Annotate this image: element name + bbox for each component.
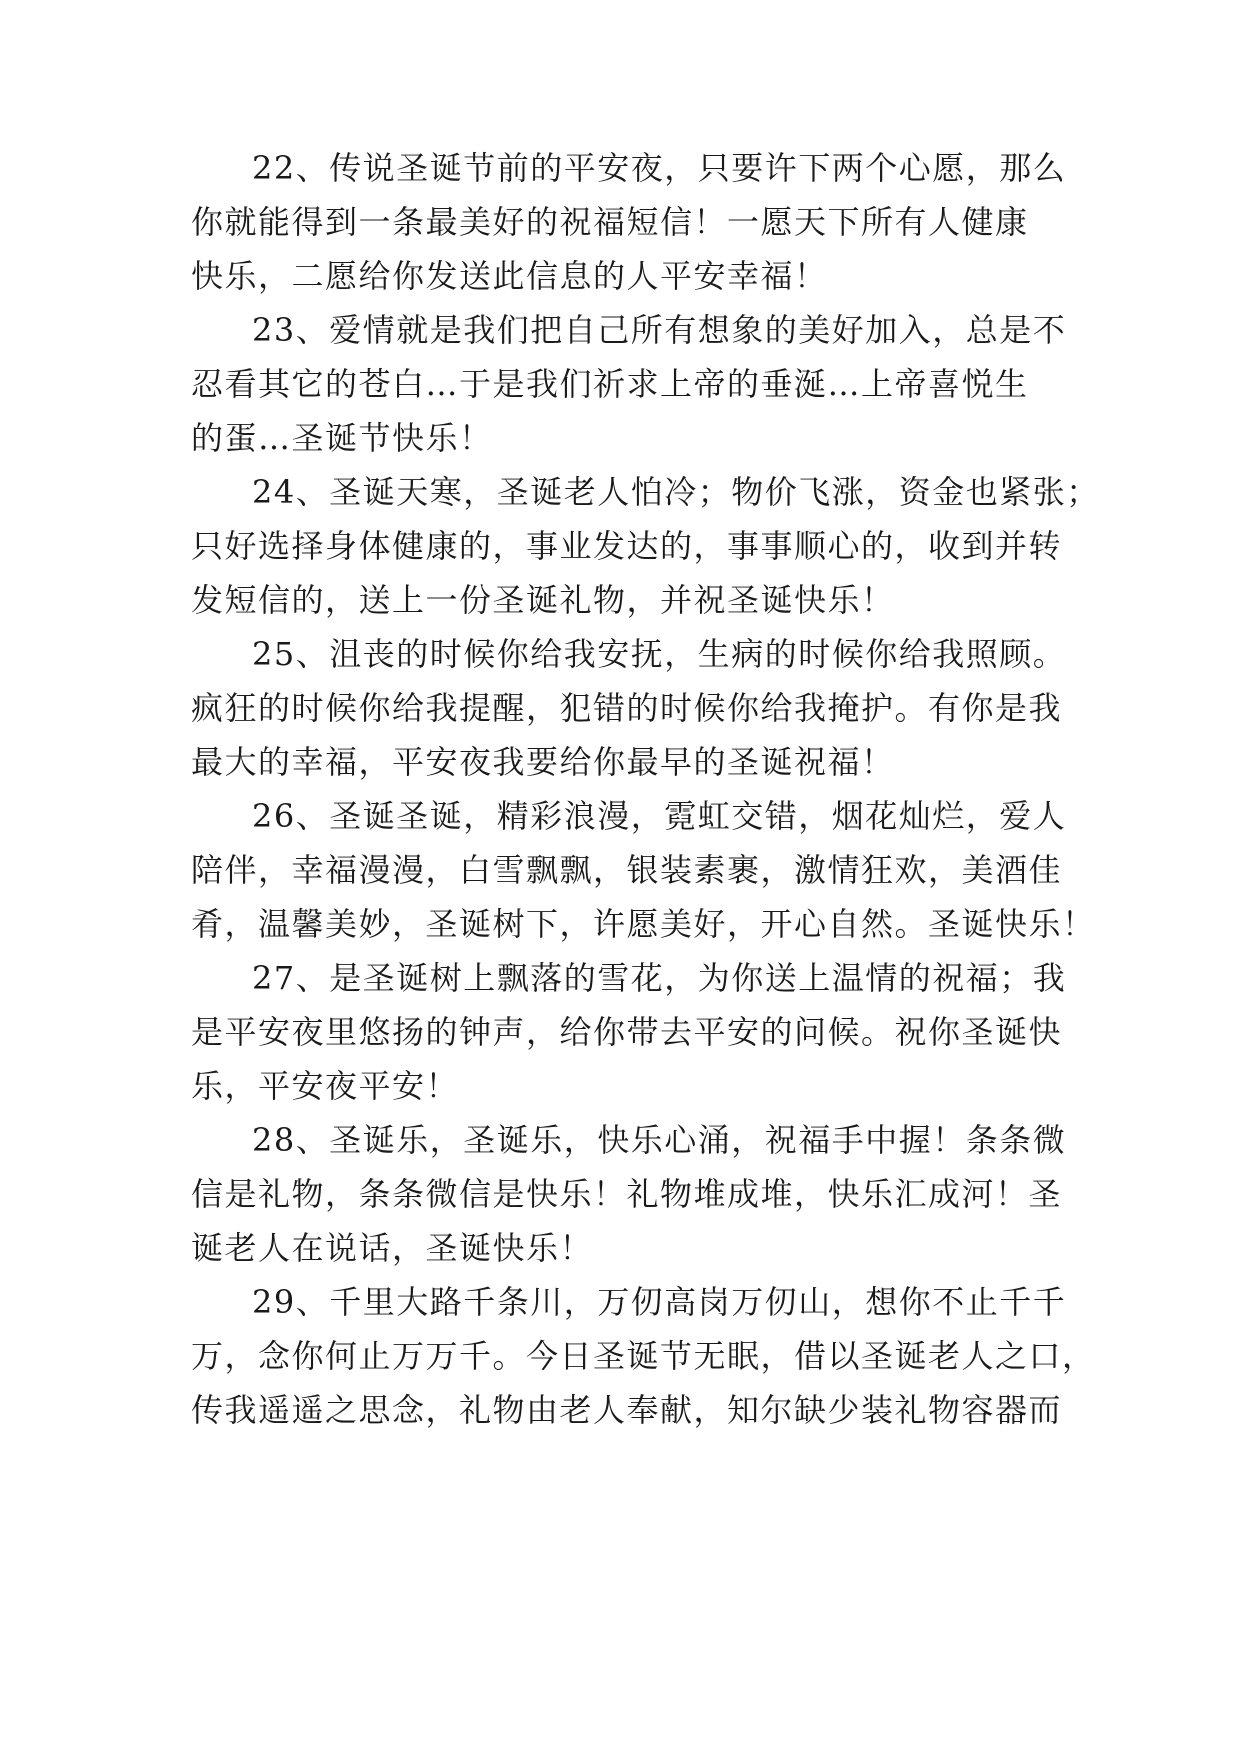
- text-line: 的蛋…圣诞节快乐！: [191, 419, 493, 457]
- text-line: 24、圣诞天寒，圣诞老人怕冷；物价飞涨，资金也紧张；: [252, 473, 1100, 511]
- text-line: 肴，温馨美妙，圣诞树下，许愿美好，开心自然。圣诞快乐！: [191, 905, 1096, 943]
- text-line: 快乐，二愿给你发送此信息的人平安幸福！: [191, 257, 828, 295]
- text-line: 诞老人在说话，圣诞快乐！: [191, 1229, 594, 1267]
- text-line: 发短信的，送上一份圣诞礼物，并祝圣诞快乐！: [191, 581, 895, 619]
- text-line: 陪伴，幸福漫漫，白雪飘飘，银装素裹，激情狂欢，美酒佳: [191, 851, 1063, 889]
- text-line: 25、沮丧的时候你给我安抚，生病的时候你给我照顾。: [252, 635, 1067, 673]
- text-line: 你就能得到一条最美好的祝福短信！一愿天下所有人健康: [191, 203, 1029, 241]
- text-line: 27、是圣诞树上飘落的雪花，为你送上温情的祝福；我: [252, 959, 1067, 997]
- text-line: 传我遥遥之思念，礼物由老人奉献，知尔缺少装礼物容器而: [191, 1391, 1063, 1429]
- text-line: 只好选择身体健康的，事业发达的，事事顺心的，收到并转: [191, 527, 1063, 565]
- text-line: 疯狂的时候你给我提醒，犯错的时候你给我掩护。有你是我: [191, 689, 1063, 727]
- text-line: 23、爱情就是我们把自己所有想象的美好加入，总是不: [252, 311, 1067, 349]
- text-line: 忍看其它的苍白…于是我们祈求上帝的垂涎…上帝喜悦生: [191, 365, 1029, 403]
- text-line: 万，念你何止万万千。今日圣诞节无眠，借以圣诞老人之口，: [191, 1337, 1096, 1375]
- text-line: 是平安夜里悠扬的钟声，给你带去平安的问候。祝你圣诞快: [191, 1013, 1063, 1051]
- text-line: 28、圣诞乐，圣诞乐，快乐心涌，祝福手中握！条条微: [252, 1121, 1067, 1159]
- text-line: 22、传说圣诞节前的平安夜，只要许下两个心愿，那么: [252, 149, 1067, 187]
- text-line: 26、圣诞圣诞，精彩浪漫，霓虹交错，烟花灿烂，爱人: [252, 797, 1067, 835]
- text-line: 29、千里大路千条川，万仞高岗万仞山，想你不止千千: [252, 1283, 1067, 1321]
- text-line: 信是礼物，条条微信是快乐！礼物堆成堆，快乐汇成河！圣: [191, 1175, 1063, 1213]
- text-line: 乐，平安夜平安！: [191, 1067, 460, 1105]
- text-line: 最大的幸福，平安夜我要给你最早的圣诞祝福！: [191, 743, 895, 781]
